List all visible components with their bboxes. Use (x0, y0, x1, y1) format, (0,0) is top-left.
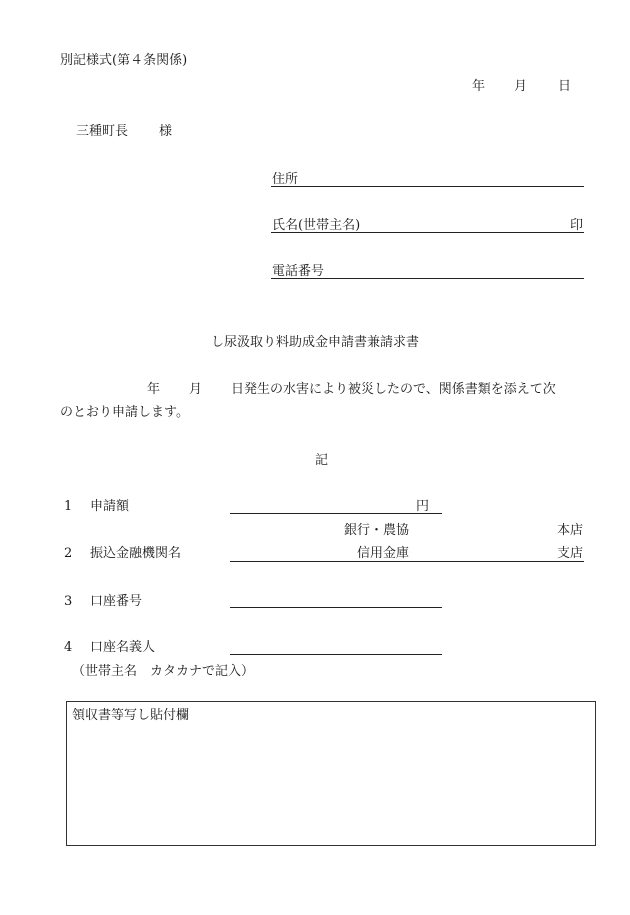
item-1-number: 1 (64, 499, 73, 514)
date-year-label: 年 (472, 79, 486, 94)
document-title: し尿汲取り料助成金申請書兼請求書 (211, 335, 420, 350)
name-label: 氏名(世帯主名) (272, 218, 361, 233)
bank-type-2: 信用金庫 (357, 546, 410, 561)
address-field[interactable] (271, 186, 584, 187)
bank-field[interactable] (230, 561, 584, 562)
item-4-note: （世帯主名 カタカナで記入） (72, 664, 255, 679)
addressee-name: 三種町長 (76, 124, 129, 139)
date-day-label: 日 (558, 79, 572, 94)
phone-field[interactable] (271, 278, 584, 279)
addressee-honorific: 様 (159, 124, 173, 139)
ki-heading: 記 (315, 453, 329, 468)
item-3-number: 3 (64, 594, 73, 609)
body-month: 月 (189, 382, 203, 397)
amount-field[interactable] (230, 513, 442, 514)
item-4-number: 4 (64, 640, 73, 655)
account-holder-field[interactable] (230, 654, 442, 655)
receipt-attachment-box (66, 701, 596, 846)
receipt-box-label: 領収書等写し貼付欄 (72, 708, 190, 723)
name-field[interactable] (271, 232, 584, 233)
seal-mark: 印 (570, 218, 584, 233)
item-1-label: 申請額 (90, 499, 130, 514)
body-year: 年 (147, 382, 161, 397)
account-number-field[interactable] (230, 607, 442, 608)
item-2-number: 2 (64, 546, 73, 561)
yen-unit: 円 (416, 499, 430, 514)
date-month-label: 月 (514, 79, 528, 94)
phone-label: 電話番号 (272, 264, 325, 279)
item-4-label: 口座名義人 (90, 640, 156, 655)
form-reference: 別記様式(第４条関係) (60, 53, 188, 68)
item-3-label: 口座番号 (90, 594, 143, 609)
body-line-2: のとおり申請します。 (60, 405, 189, 420)
address-label: 住所 (272, 172, 299, 187)
body-day-text: 日発生の水害により被災したので、関係書類を添えて次 (231, 382, 556, 397)
bank-type-1: 銀行・農協 (344, 523, 410, 538)
branch-1: 本店 (557, 523, 584, 538)
item-2-label: 振込金融機関名 (90, 546, 182, 561)
branch-2: 支店 (557, 546, 584, 561)
